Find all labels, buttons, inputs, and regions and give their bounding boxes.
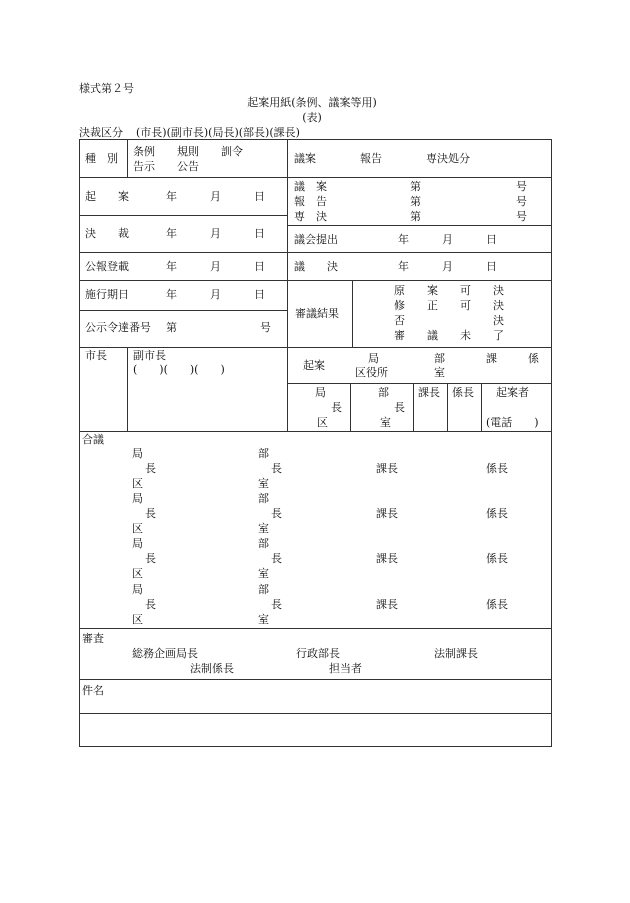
approval-category-options[interactable]: (市長)(副市長)(局長)(部長)(課長) (136, 126, 300, 139)
review-administration-director: 行政部長 (296, 647, 340, 660)
effective-date[interactable]: 年 月 日 (166, 288, 265, 301)
form-title: 起案用紙(条例、議案等用) (247, 96, 377, 109)
col-kyoku-bot: 区 (317, 416, 328, 429)
drafter-ka: 課 (486, 352, 497, 365)
drafter-shitsu: 室 (434, 366, 445, 379)
review-general-affairs-director: 総務企画局長 (132, 647, 198, 660)
review-legal-subsection-chief: 法制係長 (190, 662, 234, 675)
drafter-label: 起案 (303, 359, 325, 372)
col-bu-top: 部 (378, 386, 389, 399)
vice-mayor-label: 副市長 (133, 349, 166, 362)
gazette-date[interactable]: 年 月 日 (166, 260, 265, 273)
approval-category-label: 決裁区分 (79, 126, 123, 139)
review-label: 審査 (82, 632, 104, 645)
deliberation-option-unfinished[interactable]: 審 議 未 了 (394, 329, 504, 342)
notice-number-label: 公示令達番号 (85, 321, 151, 334)
col-kyoku-mid: 長 (331, 401, 342, 414)
consultation-label: 合議 (82, 433, 104, 446)
col-kacho: 課長 (418, 386, 440, 399)
type-options-line2[interactable]: 告示 公告 (133, 160, 199, 173)
mayor-label: 市長 (85, 349, 107, 362)
resolution-label: 議 決 (294, 260, 338, 273)
resolution-date[interactable]: 年 月 日 (398, 260, 497, 273)
notice-number-dai: 第 (166, 321, 177, 334)
notice-number-go: 号 (260, 321, 271, 334)
col-bu-bot: 室 (380, 416, 391, 429)
deliberation-option-rejected[interactable]: 否 決 (394, 314, 504, 327)
council-submission-date[interactable]: 年 月 日 (398, 233, 497, 246)
approval-label: 決 裁 (85, 227, 129, 240)
vice-mayor-slots[interactable]: ( )( )( ) (133, 363, 225, 376)
approval-date[interactable]: 年 月 日 (166, 227, 265, 240)
review-person-in-charge: 担当者 (329, 662, 362, 675)
col-kakaricho: 係長 (452, 386, 474, 399)
drafting-label: 起 案 (85, 190, 129, 203)
gazette-label: 公報登載 (85, 260, 129, 273)
report-dai: 第 (410, 195, 421, 208)
col-phone[interactable]: (電話 ) (486, 416, 539, 429)
effective-date-label: 施行期日 (85, 288, 129, 301)
drafter-kuyakusho: 区役所 (355, 366, 388, 379)
report-label: 報 告 (294, 195, 327, 208)
report-go: 号 (516, 195, 527, 208)
bill-label: 議 案 (294, 180, 327, 193)
deliberation-option-original[interactable]: 原 案 可 決 (394, 284, 504, 297)
type-options-line1[interactable]: 条例 規則 訓令 (133, 145, 243, 158)
form-subtitle: (表) (302, 111, 322, 124)
deliberation-option-amended[interactable]: 修 正 可 決 (394, 299, 504, 312)
sentetsu-go: 号 (516, 210, 527, 223)
subject-label: 件名 (82, 684, 104, 697)
bill-dai: 第 (410, 180, 421, 193)
col-bu-mid: 長 (394, 401, 405, 414)
subject-field[interactable] (130, 684, 540, 697)
deliberation-result-label: 審議結果 (295, 307, 339, 320)
col-kyoku-top: 局 (315, 386, 326, 399)
bill-go: 号 (516, 180, 527, 193)
council-submission-label: 議会提出 (294, 233, 338, 246)
review-legal-section-chief: 法制課長 (434, 647, 478, 660)
drafter-bu: 部 (434, 352, 445, 365)
drafter-kyoku: 局 (368, 352, 379, 365)
drafting-date[interactable]: 年 月 日 (166, 190, 265, 203)
form-number: 様式第２号 (79, 82, 134, 95)
sentetsu-dai: 第 (410, 210, 421, 223)
type-right-options[interactable]: 議案 報告 専決処分 (294, 152, 470, 165)
sentetsu-label: 専 決 (294, 210, 327, 223)
col-drafter: 起案者 (496, 386, 529, 399)
drafter-kakari: 係 (528, 352, 539, 365)
type-label: 種 別 (85, 152, 118, 165)
